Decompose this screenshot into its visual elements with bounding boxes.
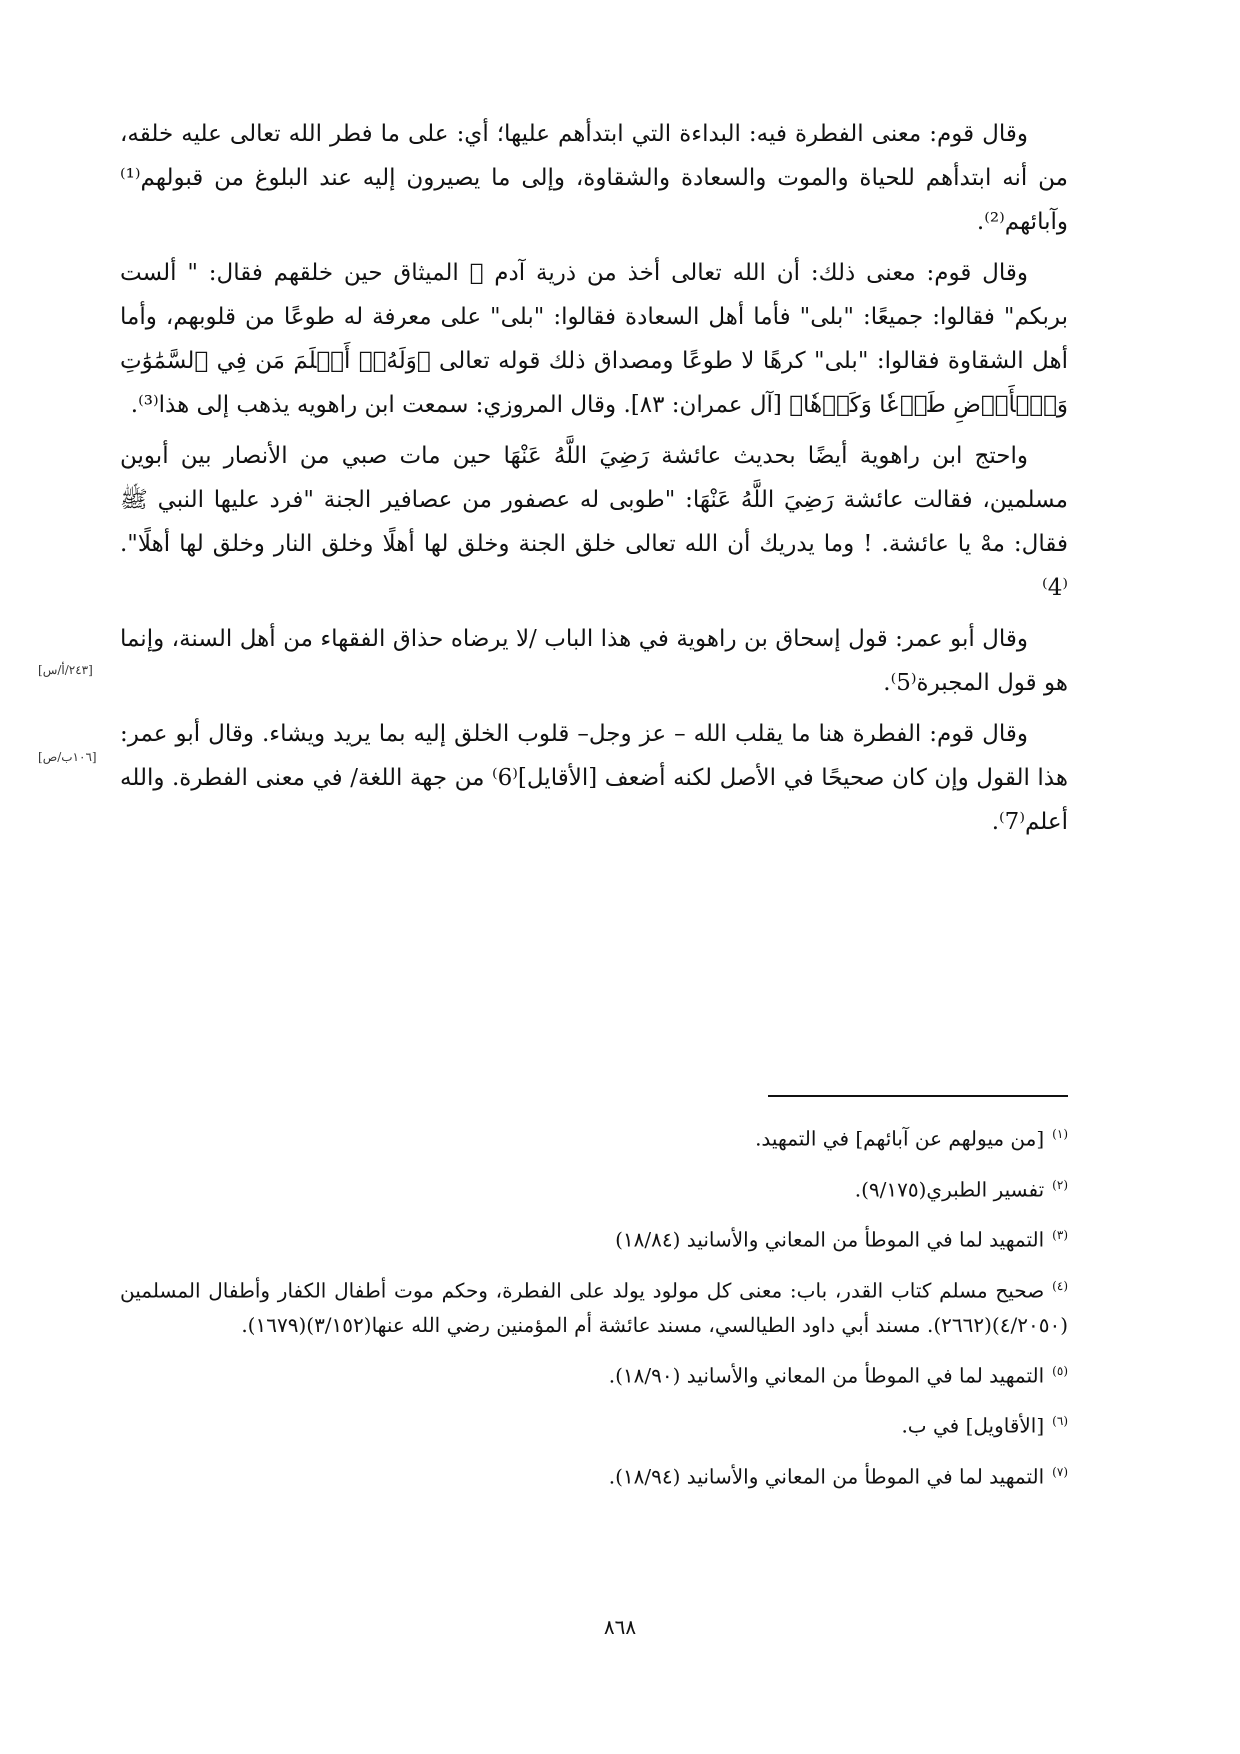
paragraph: وقال قوم: معنى ذلك: أن الله تعالى أخذ من ذرية آدم ﷺ الميثاق حين خلقهم فقال: " ألست بربكم" فقالوا: جميعًا: "بلى" فأما أهل السعادة فقالوا: "بلى" على معرفة له طوعًا من قلوبهم، وأما أهل الشقاوة فقالوا: "بلى" كرهًا لا طوعًا ومصداق ذلك قوله تعالى ﴿وَلَهُۥٓ أَسۡلَمَ مَن فِي ٱلسَّمَٰوَٰتِ وَٱلۡأَرۡضِ طَوۡعٗا وَكَرۡهٗا﴾ [آل عمران: ٨٣]. وقال المروزي: سمعت ابن راهويه يذهب إلى هذا⁽³⁾.	[120, 260, 1068, 418]
footnote	[120, 1455, 1068, 1494]
footnote-text: [الأقاويل] في ب.	[901, 1413, 1045, 1438]
footnote-text: التمهيد لما في الموطأ من المعاني والأسانيد (١٨/٨٤)	[615, 1227, 1045, 1252]
footnote	[120, 1269, 1068, 1342]
footnote	[120, 1168, 1068, 1207]
footnotes-section	[120, 1095, 1068, 1506]
footnote-text: صحيح مسلم كتاب القدر، باب: معنى كل مولود يولد على الفطرة، وحكم موت أطفال الكفار وأطفال المسلمين (٤/٢٠٥٠)(٢٦٦٢). مسند أبي داود الطيالسي، مسند عائشة أم المؤمنين رضي الله عنها(٣/١٥٢)(١٦٧٩).	[120, 1278, 1068, 1337]
paragraph: واحتج ابن راهوية أيضًا بحديث عائشة رَضِيَ اللَّهُ عَنْهَا حين مات صبي من الأنصار بين أبوين مسلمين، فقالت عائشة رَضِيَ اللَّهُ عَنْهَا: "طوبى له عصفور من عصافير الجنة "فرد عليها النبي ﷺ فقال: مهْ يا عائشة. ! وما يدريك أن الله تعالى خلق الجنة وخلق لها أهلًا وخلق النار وخلق لها أهلًا". ⁽4⁾	[120, 443, 1068, 601]
footnote-number: (٤)	[1052, 1278, 1068, 1293]
footnote-number: (٦)	[1052, 1414, 1068, 1429]
footnote-number: (٧)	[1052, 1464, 1068, 1479]
footnote	[120, 1117, 1068, 1156]
footnote-text: [من ميولهم عن آبائهم] في التمهيد.	[755, 1126, 1045, 1151]
paragraph: وقال قوم: معنى الفطرة فيه: البداءة التي ابتدأهم عليها؛ أي: على ما فطر الله تعالى عليه خلقه، من أنه ابتدأهم للحياة والموت والسعادة والشقاوة، وإلى ما يصيرون إليه عند البلوغ من قبولهم⁽¹⁾ وآبائهم⁽²⁾.	[120, 121, 1068, 235]
footnote-text: التمهيد لما في الموطأ من المعاني والأسانيد (١٨/٩٠).	[608, 1363, 1045, 1388]
footnote-text: التمهيد لما في الموطأ من المعاني والأسانيد (١٨/٩٤).	[608, 1464, 1045, 1489]
footnote-number: (٥)	[1052, 1363, 1068, 1378]
footnote-text: تفسير الطبري(٩/١٧٥).	[854, 1177, 1045, 1202]
footnote-number: (٣)	[1052, 1228, 1068, 1243]
footnote-divider	[768, 1095, 1068, 1097]
footnote	[120, 1404, 1068, 1443]
main-text	[120, 112, 1068, 851]
margin-note: [١٠٦ب/ص]	[38, 750, 97, 764]
footnote-number: (٢)	[1052, 1177, 1068, 1192]
footnote	[120, 1354, 1068, 1393]
paragraph: وقال قوم: الفطرة هنا ما يقلب الله – عز وجل– قلوب الخلق إليه بما يريد ويشاء. وقال أبو عمر: هذا القول وإن كان صحيحًا في الأصل لكنه أضعف [الأقايل]⁽6⁾ من جهة اللغة/ في معنى الفطرة. والله أعلم⁽7⁾.	[120, 721, 1068, 835]
footnote	[120, 1218, 1068, 1257]
page-number: ٨٦٨	[603, 1615, 637, 1639]
footnote-number: (١)	[1052, 1127, 1068, 1141]
paragraph: وقال أبو عمر: قول إسحاق بن راهوية في هذا الباب /لا يرضاه حذاق الفقهاء من أهل السنة، وإنما هو قول المجبرة⁽5⁾.	[120, 626, 1068, 696]
margin-note: [٢٤٣/أ/س]	[38, 663, 93, 677]
